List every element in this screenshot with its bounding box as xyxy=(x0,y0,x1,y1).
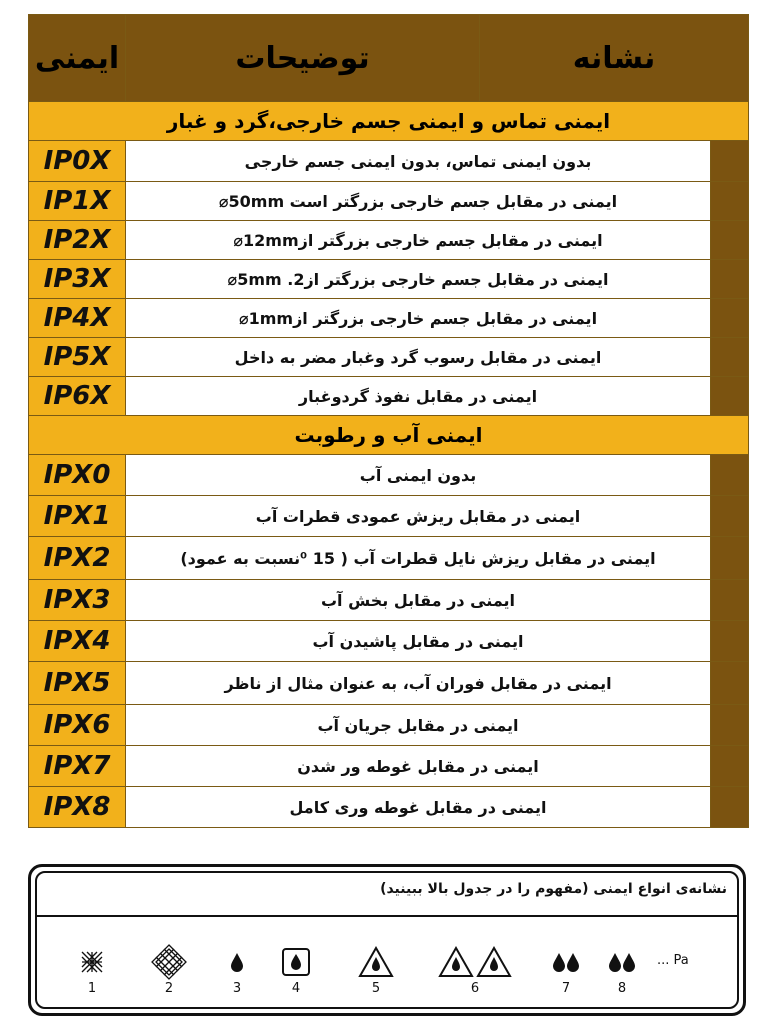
ip-description: ایمنی در مقابل غوطه ور شدن xyxy=(126,746,711,787)
double-drop-icon xyxy=(549,945,583,979)
grid-mesh-icon xyxy=(75,945,109,979)
double-drop-pressure-icon xyxy=(605,945,639,979)
table-row xyxy=(29,496,749,537)
symbol-cell xyxy=(711,580,749,621)
table-row xyxy=(29,377,749,416)
drop-in-triangle-icon xyxy=(357,945,395,979)
ip-code: IP4X xyxy=(29,299,126,338)
legend-number: 7 xyxy=(561,981,571,996)
table-row xyxy=(29,141,749,182)
legend-box xyxy=(28,864,746,1016)
ip-rating-table xyxy=(28,14,749,828)
table-row xyxy=(29,455,749,496)
table-row xyxy=(29,537,749,580)
symbol-cell xyxy=(711,537,749,580)
ip-description: ایمنی در مقابل پاشیدن آب xyxy=(126,621,711,662)
ip-code: IP2X xyxy=(29,221,126,260)
legend-number: 8 xyxy=(617,981,627,996)
legend-number: 6 xyxy=(470,981,480,996)
section-title-row xyxy=(29,416,749,455)
ip-description: ایمنی در مقابل جریان آب xyxy=(126,705,711,746)
symbol-cell xyxy=(711,787,749,828)
legend-title: نشانه‌ی انواع ایمنی (مفهوم را در جدول بالا ببینید) xyxy=(380,881,727,897)
legend-number: 1 xyxy=(87,981,97,996)
symbol-cell xyxy=(711,662,749,705)
ip-description: ایمنی در مقابل نفوذ گردوغبار xyxy=(126,377,711,416)
drop-in-square-icon xyxy=(279,945,313,979)
table-row xyxy=(29,182,749,221)
table-row xyxy=(29,338,749,377)
table-header-row xyxy=(29,15,749,102)
ip-code: IPX0 xyxy=(29,455,126,496)
ip-description: ایمنی در مقابل جسم خارجی بزرگتر از1mm⌀ xyxy=(126,299,711,338)
ip-description: ایمنی در مقابل جسم خارجی بزرگتر از12mm⌀ xyxy=(126,221,711,260)
ip-description: بدون ایمنی تماس، بدون ایمنی جسم خارجی xyxy=(126,141,711,182)
symbol-cell xyxy=(711,221,749,260)
legend-number: 3 xyxy=(232,981,242,996)
table-row xyxy=(29,787,749,828)
pressure-label: ... Pa xyxy=(657,953,689,968)
legend-divider xyxy=(37,915,737,917)
ip-description: ایمنی در مقابل ریزش عمودی قطرات آب xyxy=(126,496,711,537)
ip-description: ایمنی در مقابل ریزش نایل قطرات آب ( 15 ⁰نسبت به عمود) xyxy=(126,537,711,580)
table-row xyxy=(29,621,749,662)
ip-code: IP5X xyxy=(29,338,126,377)
symbol-cell xyxy=(711,496,749,537)
ip-description: بدون ایمنی آب xyxy=(126,455,711,496)
ip-code: IPX2 xyxy=(29,537,126,580)
symbol-cell xyxy=(711,746,749,787)
ip-code: IPX6 xyxy=(29,705,126,746)
ip-description: ایمنی در مقابل جسم خارجی بزرگتر از2. 5mm⌀ xyxy=(126,260,711,299)
symbol-cell xyxy=(711,141,749,182)
legend-number: 2 xyxy=(164,981,174,996)
legend-number: 4 xyxy=(291,981,301,996)
symbol-cell xyxy=(711,182,749,221)
header-safety: ایمنی xyxy=(29,15,126,102)
ip-code: IPX7 xyxy=(29,746,126,787)
symbol-cell xyxy=(711,260,749,299)
table-row xyxy=(29,221,749,260)
table-row xyxy=(29,746,749,787)
ip-code: IP0X xyxy=(29,141,126,182)
section-title-row xyxy=(29,102,749,141)
water-drop-icon xyxy=(225,945,249,979)
symbol-cell xyxy=(711,705,749,746)
ip-description: ایمنی در مقابل رسوب گرد وغبار مضر به داخل xyxy=(126,338,711,377)
symbol-cell xyxy=(711,377,749,416)
section-title: ایمنی آب و رطوبت xyxy=(29,416,749,455)
ip-code: IP3X xyxy=(29,260,126,299)
ip-code: IPX5 xyxy=(29,662,126,705)
header-description: توضیحات xyxy=(126,15,480,102)
symbol-cell xyxy=(711,455,749,496)
section-title: ایمنی تماس و ایمنی جسم خارجی،گرد و غبار xyxy=(29,102,749,141)
ip-description: ایمنی در مقابل بخش آب xyxy=(126,580,711,621)
ip-description: ایمنی در مقابل غوطه وری کامل xyxy=(126,787,711,828)
table-row xyxy=(29,299,749,338)
ip-code: IP1X xyxy=(29,182,126,221)
symbol-cell xyxy=(711,621,749,662)
ip-description: ایمنی در مقابل جسم خارجی بزرگتر است 50mm⌀ xyxy=(126,182,711,221)
two-drops-in-triangles-icon xyxy=(437,945,513,979)
ip-code: IPX4 xyxy=(29,621,126,662)
table-row xyxy=(29,260,749,299)
ip-code: IP6X xyxy=(29,377,126,416)
table-row xyxy=(29,580,749,621)
ip-code: IPX8 xyxy=(29,787,126,828)
ip-description: ایمنی در مقابل فوران آب، به عنوان مثال از ناظر xyxy=(126,662,711,705)
legend-number: 5 xyxy=(371,981,381,996)
table-row xyxy=(29,662,749,705)
diamond-mesh-icon xyxy=(149,945,189,979)
ip-code: IPX1 xyxy=(29,496,126,537)
symbol-cell xyxy=(711,338,749,377)
table-row xyxy=(29,705,749,746)
ip-code: IPX3 xyxy=(29,580,126,621)
header-symbol: نشانه xyxy=(480,15,749,102)
symbol-cell xyxy=(711,299,749,338)
